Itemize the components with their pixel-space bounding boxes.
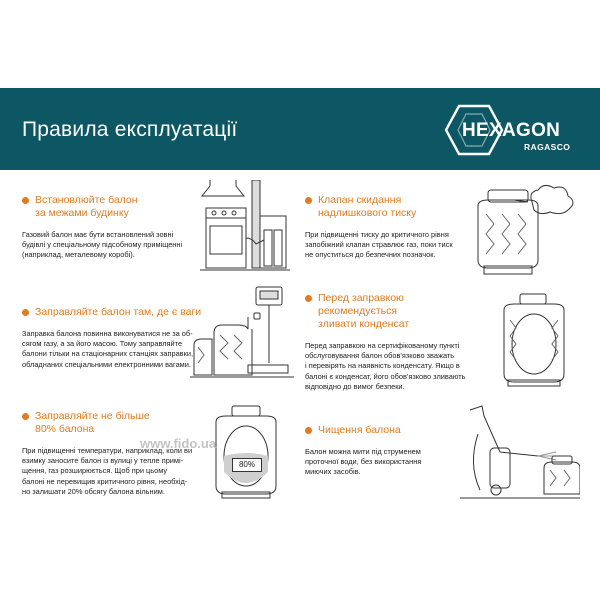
rule-title: Заправляйте не більше 80% балона [22,410,212,436]
pressure-relief-cylinder-illustration [470,180,580,278]
rule-body: Газовий балон має бути встановлений зовні будівлі у спеціальному підсобному приміщенні (наприклад, металевому коробі). [22,230,183,260]
bullet-dot-icon [22,309,29,316]
logo-wordmark: HEXAGON [462,120,561,141]
weighing-scales-cylinders-illustration [190,285,294,385]
rule-card-install-outside [22,194,202,261]
rule-body: При підвищенні температури, наприклад, коли ви взимку заносите балон із вулиці у тепле примі- щення, газ розширюється. Щоб при цьому балоні не перевищив критичного рівня, необхід- но залишати 20% обсягу балона вільним. [22,446,193,496]
bullet-dot-icon [305,295,312,302]
rule-title: Перед заправкою рекомендується зливати конденсат [305,292,485,331]
bullet-dot-icon [305,427,312,434]
rule-card-cleaning [305,424,485,478]
rule-body: Балон можна мити під струменем проточної води, без використання миючих засобів. [305,447,422,477]
rule-title: Чищення балона [305,424,485,437]
rule-body: При підвищенні тиску до критичного рівня запобіжний клапан стравлює газ, поки тиск не опуститься до безпечних позначок. [305,230,453,260]
rule-body: Заправка балона повинна виконуватися не за об- сягом газу, а за його масою. Тому заправляйте балони тільки на стаціонарних станціях заправки, обладнаних спеціальними електронними вагами. [22,329,194,369]
rule-body: Перед заправкою на сертифікованому пункті обслуговування балон обов'язково зважать і перевірять на наявність конденсату. Якщо в балоні є конденсат, його обов'язково зливають відповідно до вимог безпеки. [305,341,466,391]
bullet-dot-icon [22,413,29,420]
pressure-washer-cylinder-illustration [460,404,580,500]
rule-card-fill-80-percent [22,410,212,497]
rule-card-drain-condensate [305,292,485,392]
bullet-dot-icon [305,197,312,204]
rule-title: Встановлюйте балон за межами будинку [22,194,202,220]
kitchen-outdoor-cylinder-illustration [200,180,290,274]
hexagon-ragasco-logo [444,102,574,158]
page-title: Правила експлуатації [22,118,238,141]
rule-card-relief-valve [305,194,485,261]
rule-title: Заправляйте балон там, де є ваги [22,306,222,319]
condensate-cylinder-illustration [494,292,574,388]
header-banner [0,88,600,170]
logo-subtext: RAGASCO [524,142,571,152]
watermark: www.fido.ua [140,436,217,451]
fill-level-label: 80% [232,458,262,472]
rule-title: Клапан скидання надлишкового тиску [305,194,485,220]
fill-80-percent-cylinder-illustration [210,404,282,500]
bullet-dot-icon [22,197,29,204]
